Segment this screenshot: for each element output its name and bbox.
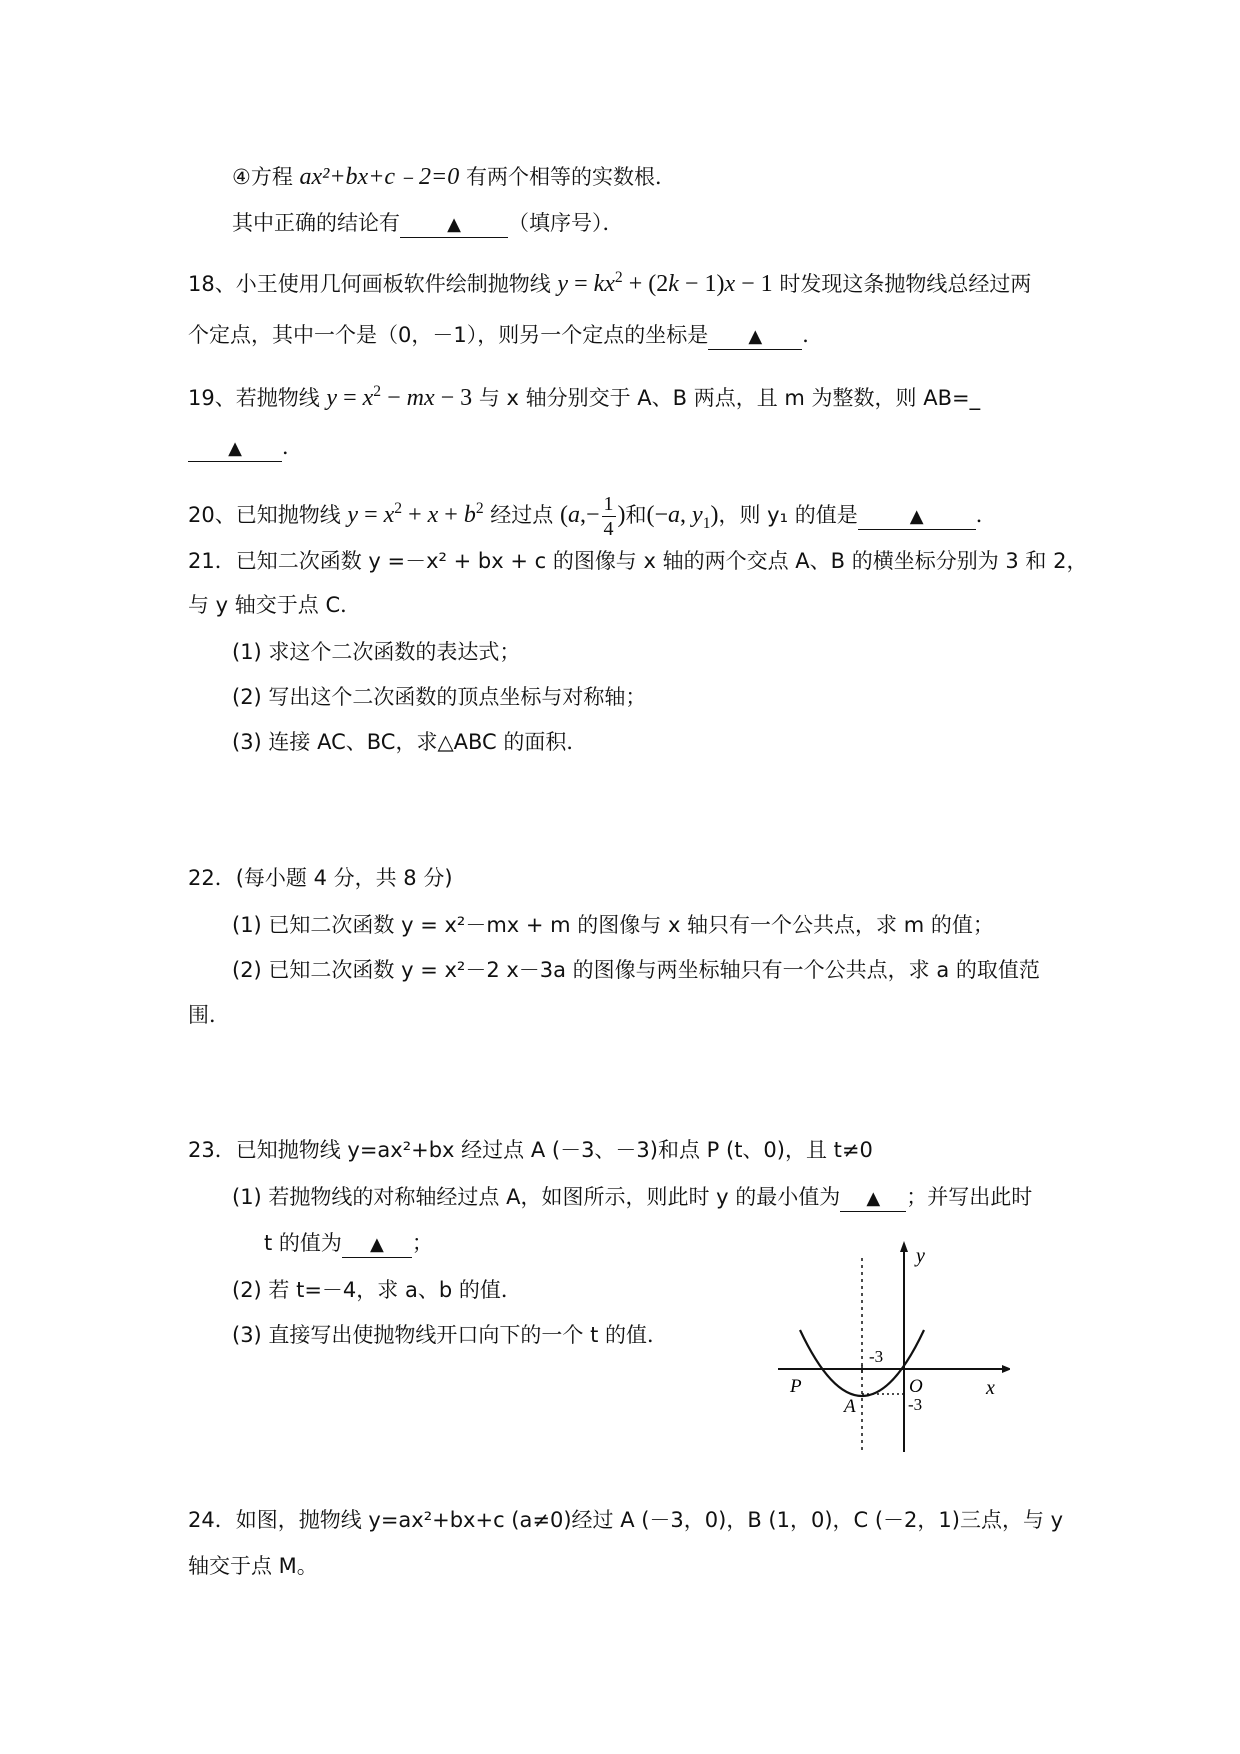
graph-svg xyxy=(770,1238,1010,1460)
y-axis-label: y xyxy=(916,1245,925,1267)
q17-conclusion xyxy=(232,208,624,238)
q17-conclusion-pre: 其中正确的结论有 xyxy=(232,211,400,235)
q20-equation: $y = x^2 + x + b^2$ xyxy=(347,500,484,528)
blank-mark: ▲ xyxy=(447,214,461,235)
q18-line1 xyxy=(188,263,1031,299)
blank-mark: ▲ xyxy=(866,1188,881,1209)
q22-sub1: (1) 已知二次函数 y = x²－mx + m 的图像与 x 轴只有一个公共点，求 m 的值； xyxy=(232,913,994,937)
q23-sub1 xyxy=(232,1182,1032,1212)
blank-mark: ▲ xyxy=(748,326,763,347)
q17-conclusion-post: （填序号）． xyxy=(508,211,624,235)
origin-label: O xyxy=(909,1376,923,1397)
q20-line xyxy=(188,480,997,553)
q23-t-blank[interactable] xyxy=(342,1231,412,1258)
q23-sub1b xyxy=(264,1228,433,1258)
q24-line1: 24．如图，抛物线 y=ax²+bx+c (a≠0)经过 A (－3，0)，B (1，0)，C (－2，1)三点，与 y xyxy=(188,1508,1064,1532)
q23-sub1b-pre: t 的值为 xyxy=(264,1231,342,1255)
q21-line2: 与 y 轴交于点 C． xyxy=(188,593,362,617)
blank-mark: ▲ xyxy=(909,506,924,527)
blank-mark: ▲ xyxy=(228,438,242,459)
q23-sub1-post: ；并写出此时 xyxy=(906,1185,1033,1209)
q17-item4 xyxy=(232,162,676,192)
q20-frac-den: 4 xyxy=(603,517,614,540)
q21-sub2: (2) 写出这个二次函数的顶点坐标与对称轴； xyxy=(232,685,647,709)
q21-sub1: (1) 求这个二次函数的表达式； xyxy=(232,640,521,664)
q18-answer-blank[interactable] xyxy=(708,323,802,350)
q19-equation: $y = x^2$ − mx − 3 xyxy=(326,383,473,411)
y-neg3-label: -3 xyxy=(908,1395,923,1414)
q20-end: ． xyxy=(975,503,997,527)
blank-mark: ▲ xyxy=(370,1234,384,1255)
q18-line2-post: ． xyxy=(802,323,824,347)
q17-item4-equation: ax²+bx+c﹣2=0 xyxy=(299,164,460,190)
q21-sub3: (3) 连接 AC、BC，求△ABC 的面积． xyxy=(232,730,588,754)
q23-line1: 23．已知抛物线 y=ax²+bx 经过点 A (－3、－3)和点 P (t、0)，且 t≠0 xyxy=(188,1138,873,1162)
q22-line1: 22．(每小题 4 分，共 8 分) xyxy=(188,866,453,890)
point-a-label: A xyxy=(844,1396,856,1417)
q22-sub2-cont: 围． xyxy=(188,1003,230,1027)
q17-item4-post: 有两个相等的实数根． xyxy=(459,165,676,189)
q20-point-b: (−a, $y_1$) xyxy=(646,502,719,532)
q19-line2-post: ． xyxy=(282,435,303,459)
q23-sub2: (2) 若 t=－4，求 a、b 的值． xyxy=(232,1278,522,1302)
q20-point-a: (a,− $\frac{1}{4}$ ) xyxy=(559,492,626,540)
q18-line1-post: 时发现这条抛物线总经过两 xyxy=(772,272,1032,296)
q19-answer-blank[interactable] xyxy=(188,435,282,462)
q20-frac-num: 1 xyxy=(603,492,614,515)
q19-line2 xyxy=(188,432,303,462)
q20-pre: 20、已知抛物线 xyxy=(188,503,348,527)
q18-line2-pre: 个定点，其中一个是（0，－1），则另一个定点的坐标是 xyxy=(188,323,709,347)
q21-line1: 21．已知二次函数 y =－x² + bx + c 的图像与 x 轴的两个交点 A、B 的横坐标分别为 3 和 2， xyxy=(188,549,1088,573)
y-axis-arrow xyxy=(900,1241,908,1252)
q23-min-blank[interactable] xyxy=(840,1185,906,1212)
q20-answer-blank[interactable] xyxy=(858,503,976,530)
q23-sub3: (3) 直接写出使抛物线开口向下的一个 t 的值． xyxy=(232,1323,669,1347)
x-neg3-label: -3 xyxy=(869,1347,884,1366)
q23-parabola-graph xyxy=(770,1238,1010,1460)
q19-line1-post: 与 x 轴分别交于 A、B 两点，且 m 为整数，则 AB=_ xyxy=(472,386,981,410)
q20-fraction xyxy=(602,494,616,539)
q17-answer-blank[interactable] xyxy=(400,211,508,238)
q24-line2: 轴交于点 M。 xyxy=(188,1554,318,1578)
q20-mid: 经过点 xyxy=(483,503,560,527)
q19-line1-pre: 19、若抛物线 xyxy=(188,386,327,410)
q20-he: 和 xyxy=(625,503,647,527)
q22-sub2: (2) 已知二次函数 y = x²－2 x－3a 的图像与两坐标轴只有一个公共点，求 a 的取值范 xyxy=(232,958,1040,982)
q23-sub1b-post: ； xyxy=(411,1231,433,1255)
q17-item4-pre: ④方程 xyxy=(232,165,300,189)
point-p-label: P xyxy=(790,1376,802,1397)
x-axis-label: x xyxy=(986,1377,995,1399)
q19-line1 xyxy=(188,377,980,413)
q18-line1-pre: 18、小王使用几何画板软件绘制抛物线 xyxy=(188,272,558,296)
q23-sub1-pre: (1) 若抛物线的对称轴经过点 A，如图所示，则此时 y 的最小值为 xyxy=(232,1185,841,1209)
q18-equation: $y = kx^2 + (2k - 1)x - 1$ xyxy=(557,269,773,297)
q20-post: ，则 y₁ 的值是 xyxy=(718,503,858,527)
x-axis-arrow xyxy=(1002,1365,1010,1373)
q18-line2 xyxy=(188,320,823,350)
